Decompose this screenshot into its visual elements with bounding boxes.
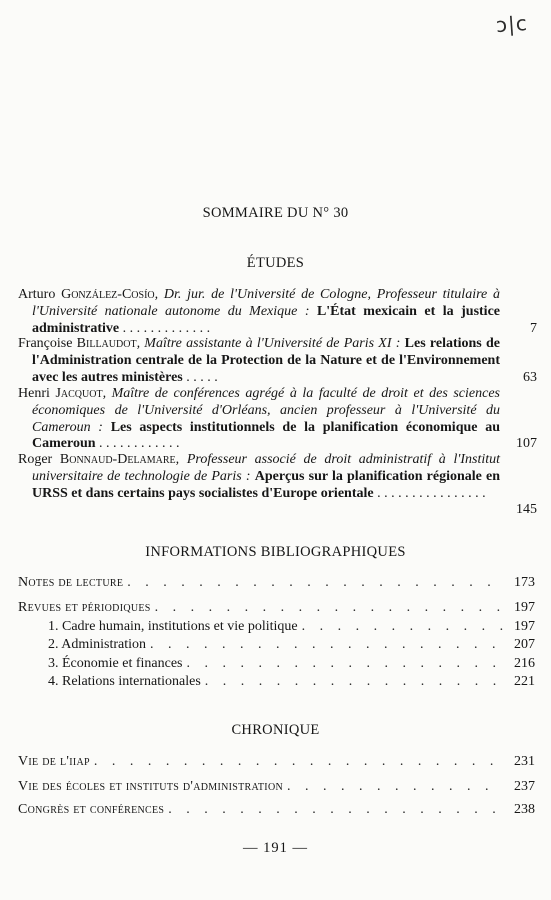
author-affiliation: , Dr. jur. de l'Université de Cologne, Professeur titulaire à l'Université nationale autonome du Mexique : <box>32 287 500 319</box>
article-title: L'État mexicain et la justice administrative <box>32 303 501 336</box>
row-label: Vie de l'iiap <box>18 754 90 769</box>
handwritten-mark: ɔ|c <box>495 10 529 38</box>
row-label: 3. Économie et finances <box>48 656 183 671</box>
toc-subrow-economie <box>48 655 535 673</box>
row-label: 2. Administration <box>48 637 146 652</box>
row-label: 1. Cadre humain, institutions et vie politique <box>48 619 298 634</box>
row-label: Congrès et conférences <box>18 802 165 817</box>
row-page-number: 237 <box>514 779 535 794</box>
page-number-entry: 107 <box>516 436 537 451</box>
section-heading-informations: INFORMATIONS BIBLIOGRAPHIQUES <box>145 544 406 560</box>
article-title: Les relations de l'Administration centrale de la Protection de la Nature et de l'Environnement avec les autres ministères <box>32 336 500 385</box>
page-number-entry: 7 <box>530 321 537 336</box>
page-number-entry: 145 <box>516 502 537 517</box>
author-name: Françoise Billaudot <box>18 336 137 351</box>
row-page-number: 221 <box>514 674 535 689</box>
dot-leader <box>127 574 503 592</box>
dot-leader <box>302 618 503 636</box>
dot-leader <box>155 599 503 617</box>
toc-row-vie-iiap <box>18 753 535 771</box>
dot-leader <box>94 753 503 771</box>
dot-leader <box>287 778 503 796</box>
author-affiliation: , Professeur associé de droit administratif à l'Institut universitaire de technologie de Paris : <box>32 452 500 484</box>
row-page-number: 207 <box>514 637 535 652</box>
row-label: Vie des écoles et instituts d'administration <box>18 779 283 794</box>
author-affiliation: , Maître assistante à l'Université de Paris XI : <box>136 336 405 351</box>
article-title: Les aspects institutionnels de la planification économique au Cameroun <box>32 419 500 452</box>
author-affiliation: , Maître de conférences agrégé à la faculté de droit et des sciences économiques de l'Université d'Orléans, ancien professeur à l'Université du Cameroun : <box>32 386 500 435</box>
dot-leader: . . . . . . . . . . . . . . . . <box>373 485 486 501</box>
row-page-number: 173 <box>514 575 535 590</box>
author-name: Arturo González-Cosío <box>18 287 155 302</box>
dot-leader <box>168 801 503 819</box>
row-page-number: 231 <box>514 754 535 769</box>
toc-entry-bonnaud <box>18 452 500 502</box>
row-label: 4. Relations internationales <box>48 674 201 689</box>
author-name: Roger Bonnaud-Delamare <box>18 452 176 467</box>
row-label: Notes de lecture <box>18 575 124 590</box>
row-page-number: 197 <box>514 600 535 615</box>
row-page-number: 238 <box>514 802 535 817</box>
row-page-number: 216 <box>514 656 535 671</box>
dot-leader <box>187 655 503 673</box>
toc-subrow-administration <box>48 636 535 654</box>
row-page-number: 197 <box>514 619 535 634</box>
toc-row-notes-de-lecture <box>18 574 535 592</box>
toc-row-congres <box>18 801 535 819</box>
toc-subrow-relations <box>48 673 535 691</box>
toc-row-revues <box>18 599 535 617</box>
section-heading-chronique: CHRONIQUE <box>231 722 320 738</box>
page-number: — 191 — <box>243 840 308 856</box>
toc-title: SOMMAIRE DU N° 30 <box>202 205 349 221</box>
toc-row-vie-ecoles <box>18 778 535 796</box>
dot-leader <box>205 673 503 691</box>
row-label: Revues et périodiques <box>18 600 151 615</box>
dot-leader: . . . . . . . . . . . . <box>95 436 180 452</box>
toc-entry-gonzalez <box>18 287 500 337</box>
author-name: Henri Jacquot <box>18 386 103 401</box>
toc-entry-billaudot <box>18 336 500 386</box>
page-number-entry: 63 <box>523 370 537 385</box>
toc-entry-jacquot <box>18 386 500 453</box>
dot-leader: . . . . . <box>182 369 218 385</box>
dot-leader <box>150 636 503 654</box>
section-heading-etudes: ÉTUDES <box>246 255 305 271</box>
dot-leader: . . . . . . . . . . . . . <box>119 320 211 336</box>
toc-subrow-cadre-humain <box>48 618 535 636</box>
article-title: Aperçus sur la planification régionale en URSS et dans certains pays socialistes d'Europe orientale <box>32 468 500 501</box>
